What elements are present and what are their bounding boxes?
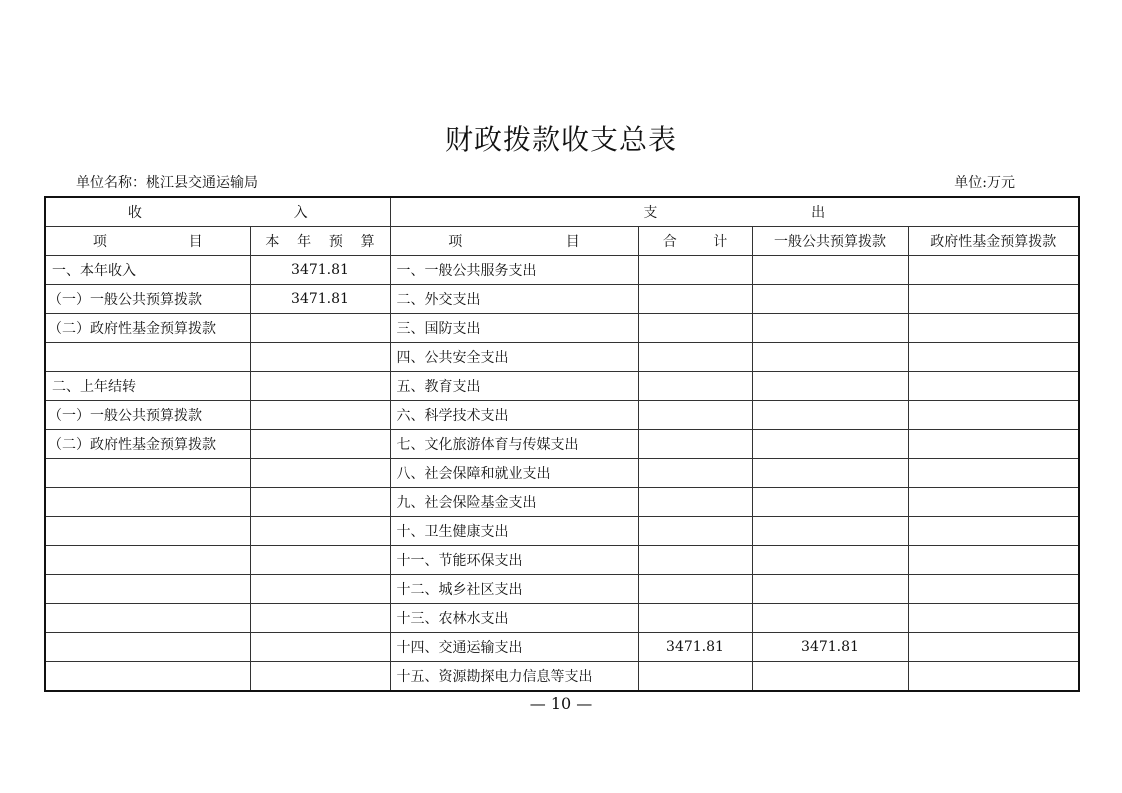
income-item-cell: 一、本年收入 (45, 256, 250, 285)
unit-name: 单位名称：桃江县交通运输局 (76, 175, 258, 191)
general-budget-cell (752, 575, 908, 604)
table-body (45, 256, 1079, 692)
income-value-cell (250, 488, 390, 517)
income-header (45, 197, 390, 227)
expense-item-cell: 六、科学技术支出 (390, 401, 638, 430)
expense-item-cell: 四、公共安全支出 (390, 343, 638, 372)
fund-budget-cell (908, 314, 1079, 343)
income-item-header (45, 227, 250, 256)
table-row (45, 401, 1079, 430)
table-row (45, 343, 1079, 372)
fund-budget-cell (908, 575, 1079, 604)
expense-header-left: 支 (643, 205, 658, 221)
expense-item-cell: 三、国防支出 (390, 314, 638, 343)
income-value-cell (250, 604, 390, 633)
expense-item-cell: 二、外交支出 (390, 285, 638, 314)
total-cell (638, 604, 752, 633)
fund-budget-cell (908, 285, 1079, 314)
fund-budget-cell (908, 459, 1079, 488)
table-row (45, 546, 1079, 575)
document-title: 财政拨款收支总表 (444, 123, 677, 156)
expense-item-cell: 八、社会保障和就业支出 (390, 459, 638, 488)
income-item-cell: （二）政府性基金预算拨款 (45, 430, 250, 459)
general-budget-cell (752, 517, 908, 546)
income-item-cell: （一）一般公共预算拨款 (45, 285, 250, 314)
page-number: — 10 — (529, 694, 593, 713)
table-row (45, 372, 1079, 401)
income-value-cell (250, 633, 390, 662)
budget-header-char: 算 (360, 234, 375, 250)
fund-budget-cell (908, 604, 1079, 633)
expense-item-cell: 十三、农林水支出 (390, 604, 638, 633)
general-budget-cell (752, 285, 908, 314)
table-row (45, 517, 1079, 546)
income-value-cell (250, 546, 390, 575)
budget-header-char: 年 (297, 234, 312, 250)
fund-budget-cell (908, 488, 1079, 517)
income-value-cell (250, 662, 390, 692)
general-budget-cell (752, 256, 908, 285)
general-budget-cell (752, 546, 908, 575)
fund-budget-cell (908, 633, 1079, 662)
table-row (45, 575, 1079, 604)
income-item-cell (45, 459, 250, 488)
fund-budget-cell (908, 430, 1079, 459)
budget-header-char: 本 (265, 234, 280, 250)
table-row (45, 633, 1079, 662)
expense-item-cell: 五、教育支出 (390, 372, 638, 401)
income-item-cell (45, 488, 250, 517)
table-row (45, 256, 1079, 285)
total-cell (638, 662, 752, 692)
table-row (45, 604, 1079, 633)
expense-header-right: 出 (811, 205, 826, 221)
fund-budget-cell (908, 401, 1079, 430)
income-header-right: 入 (293, 205, 308, 221)
income-item-cell (45, 517, 250, 546)
income-item-cell: （二）政府性基金预算拨款 (45, 314, 250, 343)
income-item-cell (45, 575, 250, 604)
total-cell (638, 517, 752, 546)
expense-item-header-b: 目 (565, 234, 580, 250)
general-budget-cell (752, 430, 908, 459)
income-item-cell: （一）一般公共预算拨款 (45, 401, 250, 430)
expense-item-cell: 十、卫生健康支出 (390, 517, 638, 546)
income-value-cell: 3471.81 (250, 256, 390, 285)
expense-item-cell: 一、一般公共服务支出 (390, 256, 638, 285)
expense-item-cell: 十一、节能环保支出 (390, 546, 638, 575)
fund-budget-cell (908, 372, 1079, 401)
general-budget-cell (752, 662, 908, 692)
total-cell (638, 372, 752, 401)
budget-header-char: 预 (328, 234, 343, 250)
general-budget-header: 一般公共预算拨款 (752, 227, 908, 256)
expense-header (390, 197, 1079, 227)
income-value-cell (250, 372, 390, 401)
expense-item-cell: 十二、城乡社区支出 (390, 575, 638, 604)
general-budget-cell (752, 372, 908, 401)
income-item-cell (45, 633, 250, 662)
income-value-cell (250, 314, 390, 343)
fund-budget-cell (908, 517, 1079, 546)
income-item-header-a: 项 (92, 234, 107, 250)
expense-item-header (390, 227, 638, 256)
table-row (45, 488, 1079, 517)
income-value-cell (250, 575, 390, 604)
income-item-cell (45, 343, 250, 372)
table-row (45, 662, 1079, 692)
total-header (638, 227, 752, 256)
total-cell (638, 401, 752, 430)
unit-label: 单位:万元 (954, 175, 1015, 191)
table-row (45, 430, 1079, 459)
fund-budget-cell (908, 256, 1079, 285)
income-value-cell (250, 517, 390, 546)
total-cell (638, 459, 752, 488)
total-cell (638, 285, 752, 314)
income-item-cell (45, 662, 250, 692)
income-value-cell (250, 459, 390, 488)
table-row (45, 459, 1079, 488)
total-cell (638, 488, 752, 517)
expense-item-cell: 十五、资源勘探电力信息等支出 (390, 662, 638, 692)
income-header-left: 收 (127, 205, 142, 221)
income-item-header-b: 目 (188, 234, 203, 250)
general-budget-cell: 3471.81 (752, 633, 908, 662)
fund-budget-cell (908, 546, 1079, 575)
income-item-cell (45, 546, 250, 575)
income-item-cell: 二、上年结转 (45, 372, 250, 401)
income-value-cell (250, 343, 390, 372)
expense-item-cell: 七、文化旅游体育与传媒支出 (390, 430, 638, 459)
header-row-1 (45, 197, 1079, 227)
table-row (45, 285, 1079, 314)
budget-table (44, 196, 1080, 692)
general-budget-cell (752, 488, 908, 517)
expense-item-cell: 十四、交通运输支出 (390, 633, 638, 662)
total-header-a: 合 (662, 234, 677, 250)
general-budget-cell (752, 401, 908, 430)
expense-item-header-a: 项 (448, 234, 463, 250)
income-value-cell (250, 430, 390, 459)
total-cell: 3471.81 (638, 633, 752, 662)
fund-budget-cell (908, 343, 1079, 372)
income-value-cell: 3471.81 (250, 285, 390, 314)
general-budget-cell (752, 343, 908, 372)
fund-budget-header: 政府性基金预算拨款 (908, 227, 1079, 256)
general-budget-cell (752, 314, 908, 343)
budget-header (250, 227, 390, 256)
general-budget-cell (752, 459, 908, 488)
fund-budget-cell (908, 662, 1079, 692)
total-cell (638, 575, 752, 604)
income-value-cell (250, 401, 390, 430)
expense-item-cell: 九、社会保险基金支出 (390, 488, 638, 517)
header-row-2 (45, 227, 1079, 256)
total-cell (638, 343, 752, 372)
income-item-cell (45, 604, 250, 633)
total-cell (638, 430, 752, 459)
total-cell (638, 314, 752, 343)
total-header-b: 计 (713, 234, 728, 250)
general-budget-cell (752, 604, 908, 633)
table-row (45, 314, 1079, 343)
total-cell (638, 256, 752, 285)
total-cell (638, 546, 752, 575)
